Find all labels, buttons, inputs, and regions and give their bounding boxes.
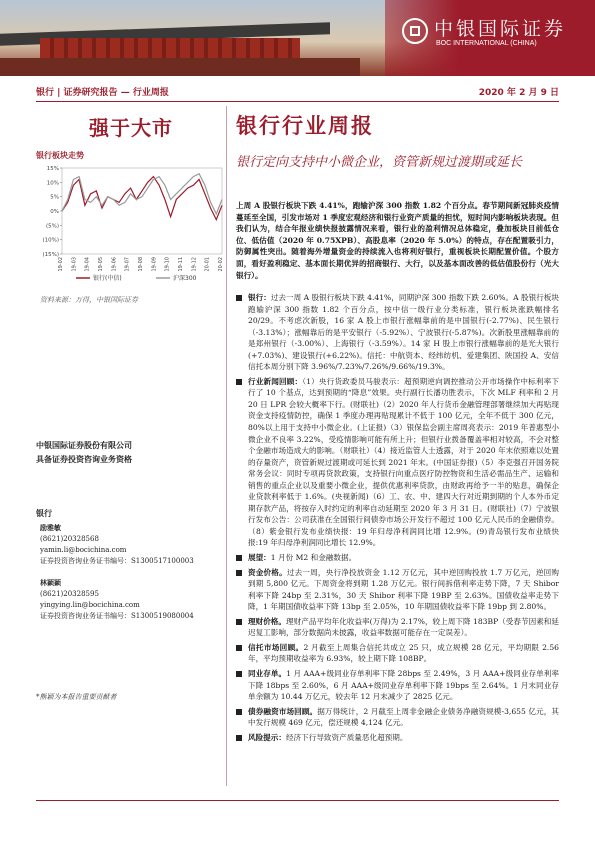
analyst-card <box>40 523 194 567</box>
breadcrumb: 银行 | 证券研究报告 — 行业周报 <box>36 88 169 98</box>
x-tick-label: 19-10 <box>164 257 171 272</box>
boc-logo-icon <box>402 18 428 44</box>
bullet-item <box>236 732 559 744</box>
x-tick-label: 19-02 <box>58 257 64 272</box>
bullet-text: 过去一周 A 股银行板块下跌 4.41%，同期沪深 300 指数下跌 2.60%。A 股银行板块跑输沪深 300 指数 1.82 个百分点，按中信一级行业分类标准，银行板块涨跌幅排名 20/29。不考虑次新股，16 家 A 股上市银行涨幅靠前的是中国银行(-2.77%)、民生银行（-3.13%）；涨幅靠后的是平安银行（-5.92%）、宁波银行(-5.87%)。次新股里涨幅靠前的是郑州银行（-3.00%）、上海银行（-3.59%）。14 家 H 股上市银行涨幅靠前的是光大银行(+7.03%)、建设银行(+6.22%)。信托：中航资本、经纬纺机、爱建集团、陕国投 A、安信信托本周分别下降 3.96%/7.23%/7.26%/9.66%/19.3%。 <box>248 293 559 372</box>
summary-paragraph: 上周 A 股银行板块下跌 4.41%，跑输沪深 300 指数 1.82 个百分点。春节期间新冠肺炎疫情蔓延至全国，引发市场对 1 季度宏观经济和银行业资产质量的担忧，短时间内影响板块表现。但我们认为，结合年报业绩快报披露情况来看，银行业的盈利情况总体稳定，叠加板块目前低仓位、低估值（2020 年 0.75XPB）、高股息率（2020 年 5.0%）的特点，存在配置吸引力，防御属性突出。随着海外增量资金的持续流入也将利好银行，重视板块长期配置价值。个股方面，看好盈利稳定、基本面长期优异的招商银行、大行，以及基本面改善的低估值股份行（光大银行）。 <box>236 201 559 280</box>
bullet-item <box>236 552 559 564</box>
legend-label: 沪深300 <box>173 275 197 282</box>
x-tick-label: 19-12 <box>191 257 198 272</box>
bullet-text: 2 月截至上周集合信托共成立 25 只，成立规模 28 亿元，平均期限 2.56 年，平均预期收益率为 6.93%，较上期下降 108BP。 <box>248 642 560 664</box>
bullet-head: 资金价格。 <box>248 567 287 577</box>
banner-palace-base <box>0 58 360 76</box>
analyst-phone: (8621)20328595 <box>40 590 99 598</box>
y-tick-label: 5% <box>50 194 59 201</box>
analyst-cert: 证券投资咨询业务证书编号：S1300519080004 <box>40 612 194 620</box>
x-tick-label: 20-02 <box>218 257 224 272</box>
x-tick-label: 19-11 <box>178 257 184 272</box>
bullet-item <box>236 376 559 549</box>
bullet-text: 据万得统计，2 月截至上周非金融企业债务净融资规模-3,655 亿元，其中发行规模 469 亿元，偿还规模 4,124 亿元。 <box>248 706 559 728</box>
analyst-name: 林颖颖 <box>40 579 61 587</box>
header-banner <box>0 0 595 76</box>
brand-name-cn: 中银国际证券 <box>434 18 567 40</box>
x-tick-label: 19-03 <box>71 257 78 272</box>
y-tick-label: (10%) <box>42 237 59 244</box>
page-title: 银行行业周报 <box>236 114 374 138</box>
rating-label: 强于大市 <box>89 116 173 140</box>
x-tick-label: 19-04 <box>84 257 91 272</box>
bullet-head: 行业新闻回顾： <box>248 376 303 386</box>
bullet-head: 债券融资市场回顾。 <box>248 706 318 716</box>
bullet-head: 信托市场回顾。 <box>248 642 304 652</box>
bullet-item <box>236 706 559 729</box>
chart-source: 资料来源：万得，中银国际证券 <box>40 296 138 304</box>
x-tick-label: 19-08 <box>138 257 144 272</box>
bullet-head: 同业存单。 <box>248 668 287 678</box>
company-qualification: 具备证券投资咨询业务资格 <box>36 455 132 464</box>
column-divider <box>226 106 227 786</box>
analyst-email[interactable]: yingying.lin@bocichina.com <box>40 601 140 609</box>
bullet-item <box>236 292 559 373</box>
series-line <box>62 174 222 214</box>
bullet-item <box>236 642 559 665</box>
bullet-text: 1 月份 M2 和金融数据。 <box>270 553 357 563</box>
bullet-head: 银行： <box>248 293 271 302</box>
bullet-head: 风险提示： <box>248 732 286 742</box>
analyst-name: 励雅敏 <box>40 524 61 532</box>
y-tick-label: 0% <box>50 209 59 215</box>
x-tick-label: 19-06 <box>111 257 118 272</box>
bullet-head: 理财价格。 <box>248 616 287 626</box>
bullet-item <box>236 668 559 703</box>
bullet-text: 经济下行导致资产质量恶化超预期。 <box>285 732 408 742</box>
bullet-text: 理财产品平均年化收益率(万得)为 2.17%，较上周下降 183BP（受春节因素和延迟复工影响，部分数据尚未披露，收益率数据可能存在一定误差）。 <box>248 616 559 638</box>
bullet-list <box>236 292 559 746</box>
team-heading: 银行 <box>36 509 52 518</box>
bullet-text: 1 月 AAA+级同业存单利率下降 28bps 至 2.49%，3 月 AAA+级同业存单利率下降 18bps 至 2.60%，6 月 AAA+级同业存单利率下降 19bps 至 2.64%。1 月末同业存单余额为 10.44 万亿元，较去年 12 月末减少了 2825 亿元。 <box>248 668 560 702</box>
report-date: 2020 年 2 月 9 日 <box>478 88 559 98</box>
bullet-text: 过去一周，央行净投放资金 1.12 万亿元，其中逆回购投放 1.7 万亿元，逆回购到期 5,800 亿元。下周资金将到期 1.28 万亿元。银行间拆借利率走势下降，7 天 Shibor 利率下降 24bp 至 2.31%，30 天 Shibor 利率下降 19BP 至 2.63%。国债收益率走势下降，1 年期国债收益率下降 13bp 至 2.05%，10 年期国债收益率下降 19bp 到 2.80%。 <box>248 567 560 612</box>
legend-label: 银行(中信) <box>93 275 122 282</box>
analyst-phone: (8621)20328568 <box>40 535 99 543</box>
x-tick-label: 19-05 <box>98 257 104 272</box>
y-tick-label: 15% <box>46 166 59 172</box>
bullet-text: （1）央行货政委员马骏表示：超预期逆向调控推动公开市场操作中标利率下行了 10 个基点，达到预期的“降息”效果。央行副行长潘功胜表示，下次 MLF 利率和 2 月 20 日 LPR 会较大概率下行。(财联社)（2）2020 年人行货币金融管理部署继续加大再贴现资金支持疫情防控，确保 1 季度办理再贴现累计不低于 100 亿元，全年不低于 300 亿元，80%以上用于支持中小微企业。(上证报)（3）银保监会副主席周亮表示：2019 年普惠型小微企业不良率 3.22%，受疫情影响可能有所上升；但银行业拨备覆盖率相对较高，不会对整个金融市场造成大的影响。（财联社）（4）接近监管人士透露，对于 2020 年末依照难以处置的存量资产，资管新规过渡期或可延长到 2021 年末。(中国证券报)（5）李克强召开国务院常务会议：同时专项再贷款政策，支持银行向重点医疗防控物资和生活必需品生产、运输和销售的重点企业以及重要小微企业，提供优惠利率贷款，由财政再给予一半的贴息，确保企业贷款利率低于 1.6%。(央视新闻)（6）工、农、中、建四大行对近期到期的个人本外币定期存款产品，将按存入时约定的利率自动延期至 2020 年 3 月 31 日。(财联社)（7）宁波银行发布公告：公司获准在全国银行间债券市场公开发行不超过 100 亿元人民币的金融债券。（8）紫金银行发布业绩快报：19 年归母净利润同比增 12.9%。(9)青岛银行发布业绩快报:19 年归母净利润同比增长 12.9%。 <box>248 376 560 548</box>
bullet-item <box>236 616 559 639</box>
chart-title: 银行板块走势 <box>36 151 84 160</box>
series-line <box>62 177 222 220</box>
report-subtitle: 银行定向支持中小微企业，资管新规过渡期或延长 <box>236 155 523 170</box>
x-tick-label: 20-01 <box>204 257 211 272</box>
analyst-card <box>40 578 194 622</box>
x-tick-label: 19-07 <box>124 257 131 272</box>
chart-container <box>36 162 226 286</box>
footer-divider <box>36 800 559 801</box>
bullet-head: 展望： <box>248 553 271 563</box>
y-tick-label: (5%) <box>45 223 59 230</box>
company-name: 中银国际证券股份有限公司 <box>36 441 132 450</box>
analyst-cert: 证券投资咨询业务证书编号：S1300517100003 <box>40 557 194 565</box>
y-tick-label: (15%) <box>42 252 59 258</box>
x-tick-label: 19-09 <box>151 257 158 272</box>
header-divider <box>36 101 559 102</box>
contributor-footnote: *熊颖为本报告重要贡献者 <box>36 693 117 701</box>
sector-trend-chart <box>36 162 226 286</box>
y-tick-label: 10% <box>46 180 59 187</box>
analyst-email[interactable]: yamin.li@bocichina.com <box>40 546 127 554</box>
bullet-item <box>236 567 559 613</box>
brand-name-en: BOC INTERNATIONAL (CHINA) <box>436 40 537 47</box>
